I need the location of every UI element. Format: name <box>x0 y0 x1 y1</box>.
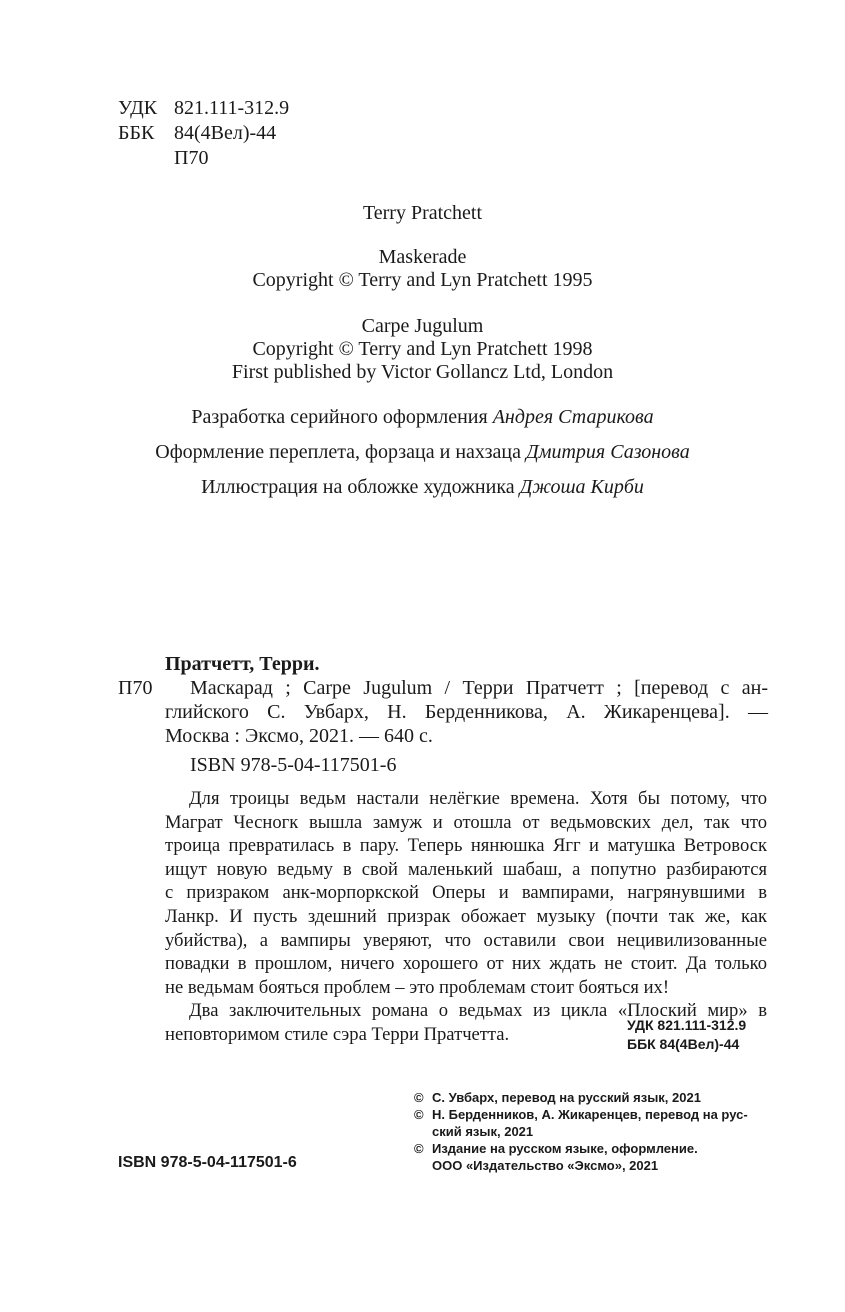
copyright-line: ООО «Издательство «Эксмо», 2021 <box>432 1158 659 1173</box>
copyright-symbol: © <box>414 1141 424 1156</box>
original-author: Terry Pratchett <box>362 202 483 224</box>
bib-line-2: глийского С. Увбарх, Н. Берденникова, А. Жикаренцева]. — <box>165 701 768 723</box>
bbk-value: 84(4Вел)-44 <box>174 122 277 144</box>
bbk-label: ББК <box>118 122 155 144</box>
credit-binding-design <box>0 440 845 464</box>
bib-isbn: ISBN 978-5-04-117501-6 <box>190 754 397 776</box>
credit-name: Джоша Кирби <box>519 476 644 498</box>
copyright-line: Н. Берденников, А. Жикаренцев, перевод на рус- <box>432 1107 748 1122</box>
copyright-symbol: © <box>414 1090 424 1105</box>
copyright-line: ский язык, 2021 <box>432 1124 534 1139</box>
annotation-line: повадки в прошлом, ничего хорошего от них ждать не стоит. Да только <box>165 953 767 975</box>
annotation-line: не ведьмам бояться проблем – это проблемам стоит бояться их! <box>165 976 670 998</box>
book2-title: Carpe Jugulum <box>361 315 484 337</box>
bib-heading: Пратчетт, Терри. <box>165 653 320 675</box>
annotation-line: троица превратилась в пару. Теперь нянюшка Ягг и матушка Ветровоск <box>165 835 767 857</box>
copyright-edition <box>414 1140 770 1174</box>
annotation-line: Маграт Чесногк вышла замуж и отошла от ведьмовских дел, так что <box>165 811 767 833</box>
copyright-line: Издание на русском языке, оформление. <box>432 1141 698 1156</box>
credit-text: Оформление переплета, форзаца и нахзаца <box>155 441 521 463</box>
credit-text: Иллюстрация на обложке художника <box>201 476 515 498</box>
original-publisher: First published by Victor Gollancz Ltd, London <box>231 361 614 383</box>
annotation <box>165 787 767 1047</box>
annotation-line: Два заключительных романа о ведьмах из цикла «Плоский мир» в <box>189 1000 767 1022</box>
author-mark: П70 <box>174 147 209 169</box>
credit-cover-illustration <box>0 475 845 499</box>
bib-mark: П70 <box>118 677 153 699</box>
copyright-translation-1 <box>414 1089 770 1106</box>
udk-value: 821.111-312.9 <box>174 97 290 119</box>
annotation-line: неповторимом стиле сэра Терри Пратчетта. <box>165 1023 510 1045</box>
credit-series-design <box>0 405 845 429</box>
bib-line-3: Москва : Эксмо, 2021. — 640 с. <box>165 725 433 747</box>
bottom-bbk: ББК 84(4Вел)-44 <box>627 1036 740 1052</box>
bib-line-1: Маскарад ; Carpe Jugulum / Терри Пратчетт ; [перевод с ан- <box>190 677 768 699</box>
bottom-udk: УДК 821.111-312.9 <box>627 1017 747 1033</box>
annotation-paragraph-1 <box>165 787 767 999</box>
copyright-block <box>414 1089 770 1174</box>
annotation-line: Ланкр. И пусть здешний призрак обожает музыку (почти так же, как <box>165 905 767 927</box>
copyright-line: С. Увбарх, перевод на русский язык, 2021 <box>432 1090 701 1105</box>
udk-label: УДК <box>118 97 158 119</box>
book1-copyright: Copyright © Terry and Lyn Pratchett 1995 <box>252 269 593 291</box>
annotation-line: ищут новую ведьму в свой маленький шабаш, а попутно разбираются <box>165 858 767 880</box>
annotation-line: убийства), а вампиры уверяют, что оставили свои нецивилизованные <box>165 929 767 951</box>
annotation-line: с призраком анк-морпоркской Оперы и вампирами, нагрянувшими в <box>165 882 767 904</box>
credit-name: Андрея Старикова <box>492 406 654 428</box>
book1-title: Maskerade <box>378 246 467 268</box>
bottom-isbn: ISBN 978-5-04-117501-6 <box>118 1154 297 1171</box>
copyright-translation-2 <box>414 1106 770 1140</box>
book2-copyright: Copyright © Terry and Lyn Pratchett 1998 <box>252 338 593 360</box>
annotation-line: Для троицы ведьм настали нелёгкие времена. Хотя бы потому, что <box>189 788 767 809</box>
credit-text: Разработка серийного оформления <box>191 406 488 428</box>
copyright-symbol: © <box>414 1107 424 1122</box>
credit-name: Дмитрия Сазонова <box>526 441 690 463</box>
